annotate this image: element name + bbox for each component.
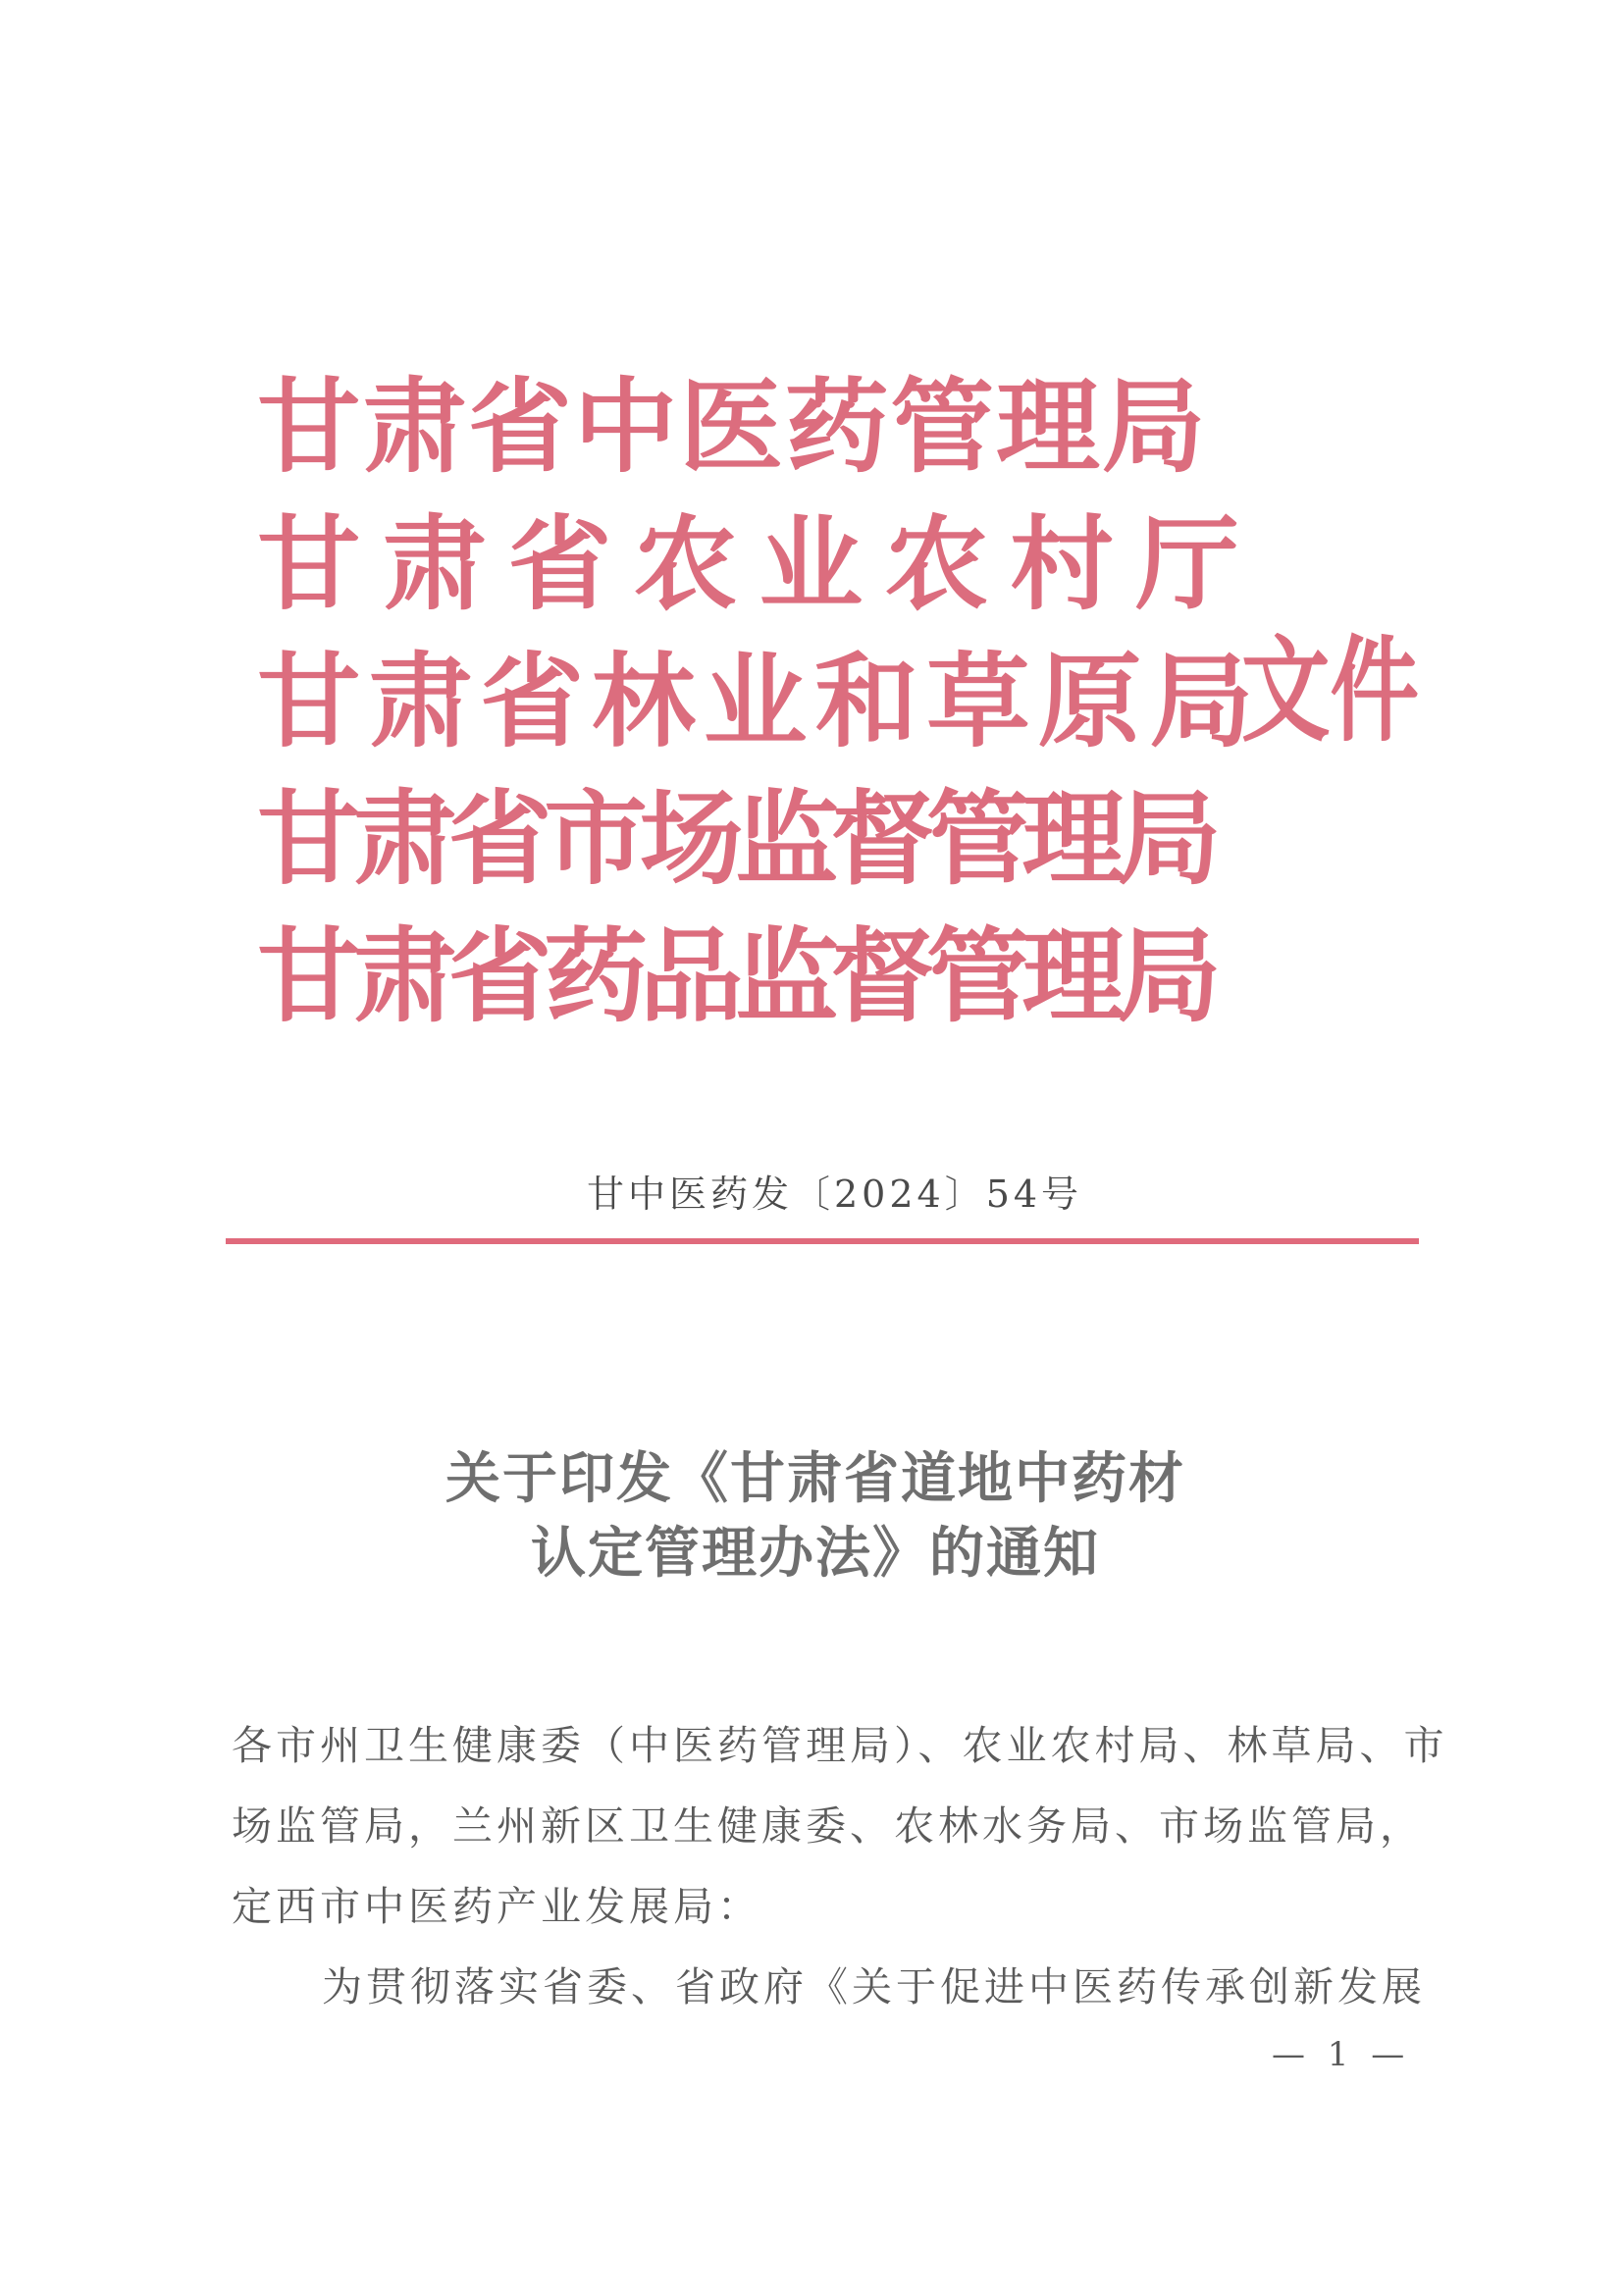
authority-line bbox=[257, 496, 1262, 633]
authority-name: 甘肃省中医药管理局 bbox=[257, 367, 1208, 487]
authority-line bbox=[257, 908, 1238, 1045]
addressee-line: 各市州卫生健康委（中医药管理局）、农业农村局、林草局、市 bbox=[232, 1722, 1448, 1769]
authority-name: 甘肃省市场监督管理局 bbox=[257, 779, 1214, 899]
authority-line bbox=[257, 633, 1262, 770]
masthead-document-suffix: 文件 bbox=[1241, 625, 1419, 757]
red-divider-rule bbox=[226, 1238, 1419, 1244]
page-number: — 1 — bbox=[1272, 2035, 1411, 2074]
document-number: 甘中医药发〔2024〕54号 bbox=[587, 1173, 1083, 1216]
authority-line bbox=[257, 770, 1238, 908]
authority-name: 甘肃省药品监督管理局 bbox=[257, 916, 1214, 1036]
body-paragraph: 为贯彻落实省委、省政府《关于促进中医药传承创新发展 bbox=[322, 1963, 1426, 2010]
addressee-line: 场监管局，兰州新区卫生健康委、农林水务局、市场监管局， bbox=[232, 1802, 1424, 1850]
document-title bbox=[0, 1442, 1623, 1592]
authority-line bbox=[257, 358, 1238, 496]
title-line: 关于印发《甘肃省道地中药材 bbox=[445, 1447, 1185, 1511]
authority-name: 甘肃省林业和草原局 bbox=[257, 642, 1262, 761]
authority-name: 甘肃省农业农村厅 bbox=[257, 504, 1262, 624]
addressee-line: 定西市中医药产业发展局： bbox=[232, 1883, 761, 1930]
title-line: 认定管理办法》的通知 bbox=[531, 1522, 1100, 1586]
document-body bbox=[232, 1705, 1448, 2027]
issuing-authorities-masthead bbox=[257, 358, 1262, 1045]
